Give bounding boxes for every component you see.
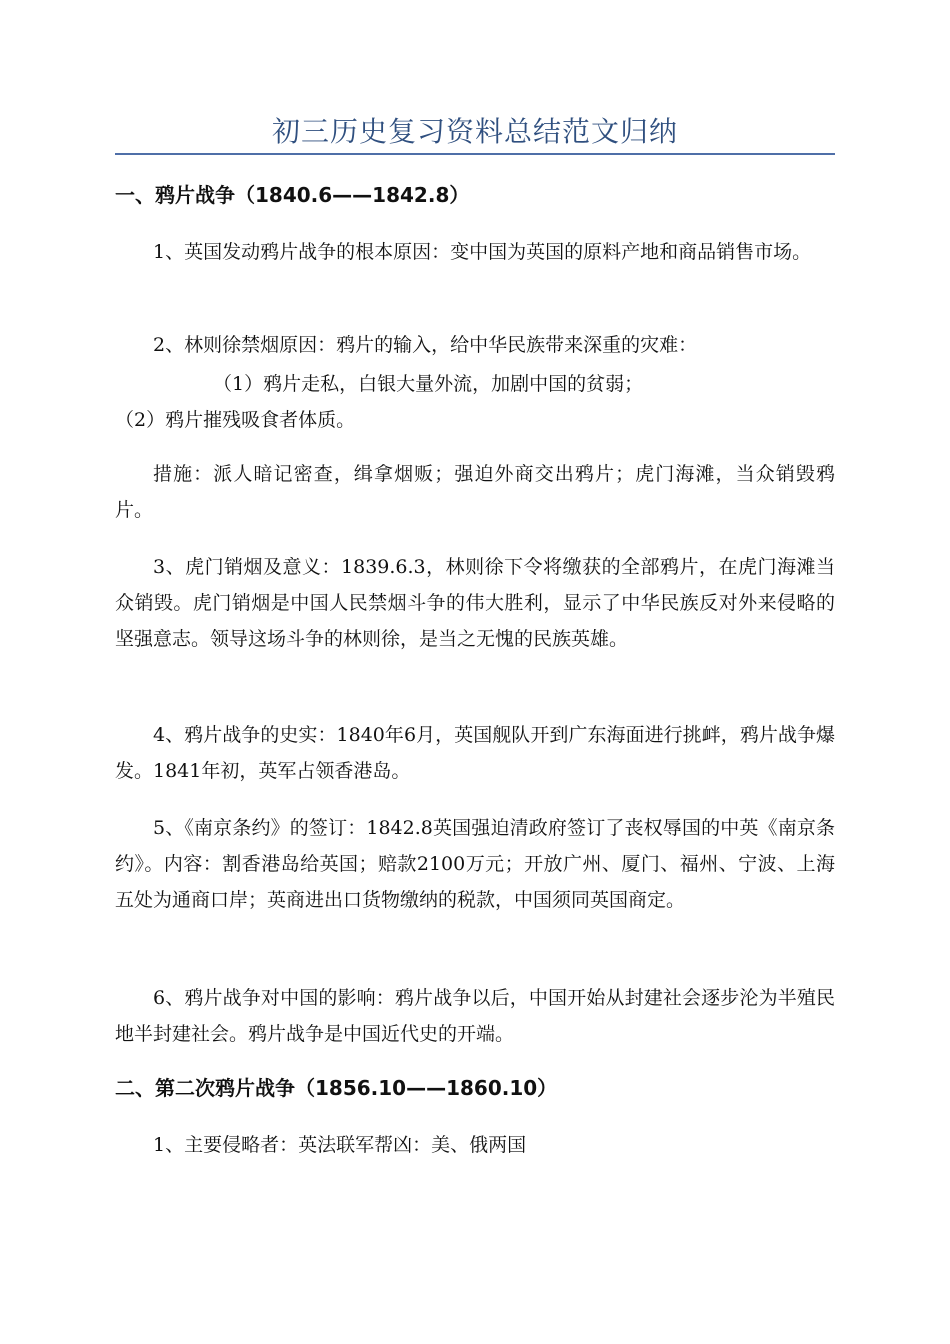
- paragraph-nanjing-treaty: 5、《南京条约》的签订：1842.8英国强迫清政府签订了丧权辱国的中英《南京条约》。内容：割香港岛给英国；赔款2100万元；开放广州、厦门、福州、宁波、上海五处为通商口岸；英商进出口货物缴纳的税款，中国须同英国商定。: [115, 817, 835, 911]
- paragraph-impact: 6、鸦片战争对中国的影响：鸦片战争以后，中国开始从封建社会逐步沦为半殖民地半封建社会。鸦片战争是中国近代史的开端。: [115, 987, 835, 1045]
- section-heading-second-opium-war: 二、第二次鸦片战争（1856.10——1860.10）: [115, 1076, 558, 1100]
- paragraph-reason-1: （1）鸦片走私，白银大量外流，加剧中国的贫弱；: [213, 373, 644, 395]
- paragraph-invaders: 1、主要侵略者：英法联军帮凶：美、俄两国: [153, 1134, 527, 1156]
- paragraph-root-cause: 1、英国发动鸦片战争的根本原因：变中国为英国的原料产地和商品销售市场。: [153, 241, 812, 263]
- paragraph-reason-2: （2）鸦片摧残吸食者体质。: [115, 409, 356, 431]
- paragraph-war-facts: 4、鸦片战争的史实：1840年6月，英国舰队开到广东海面进行挑衅，鸦片战争爆发。1841年初，英军占领香港岛。: [115, 724, 835, 782]
- paragraph-humen: 3、虎门销烟及意义：1839.6.3，林则徐下令将缴获的全部鸦片，在虎门海滩当众销毁。虎门销烟是中国人民禁烟斗争的伟大胜利，显示了中华民族反对外来侵略的坚强意志。领导这场斗争的林则徐，是当之无愧的民族英雄。: [115, 556, 835, 650]
- section-heading-opium-war: 一、鸦片战争（1840.6——1842.8）: [115, 183, 470, 207]
- paragraph-ban-reason: 2、林则徐禁烟原因：鸦片的输入，给中华民族带来深重的灾难：: [153, 334, 698, 356]
- paragraph-measures: 措施：派人暗记密查，缉拿烟贩；强迫外商交出鸦片；虎门海滩，当众销毁鸦片。: [115, 463, 835, 521]
- title-underline: [115, 153, 835, 155]
- document-title: 初三历史复习资料总结范文归纳: [271, 115, 678, 148]
